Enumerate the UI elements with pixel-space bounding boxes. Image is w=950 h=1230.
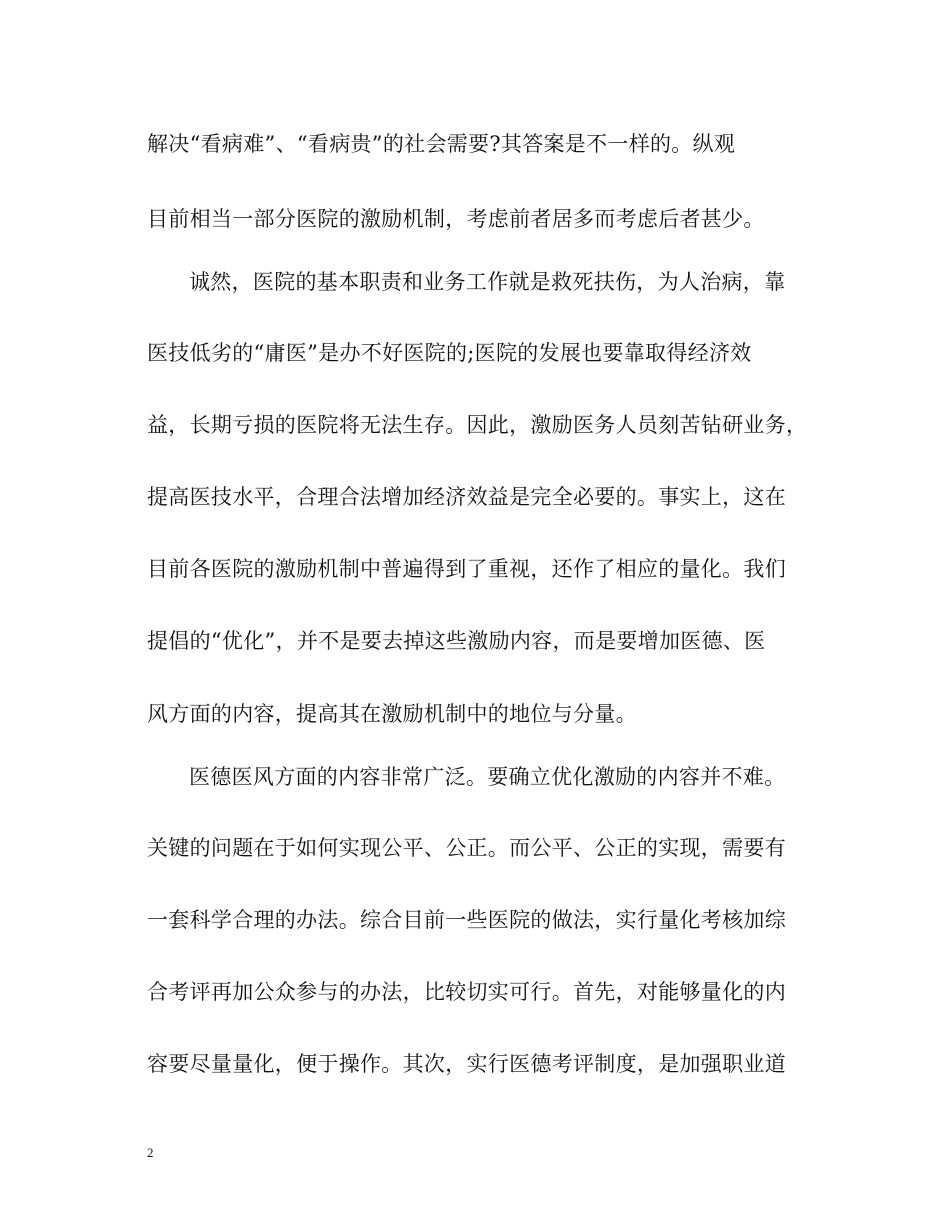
paragraph-line: 诚然，医院的基本职责和业务工作就是救死扶伤，为人治病，靠 — [189, 270, 786, 294]
paragraph-line: 风方面的内容，提高其在激励机制中的地位与分量。 — [147, 702, 637, 726]
paragraph-line: 目前相当一部分医院的激励机制，考虑前者居多而考虑后者甚少。 — [147, 207, 765, 231]
paragraph-line: 关键的问题在于如何实现公平、公正。而公平、公正的实现，需要有 — [147, 836, 786, 860]
paragraph-line: 目前各医院的激励机制中普遍得到了重视，还作了相应的量化。我们 — [147, 557, 786, 581]
paragraph-line: 容要尽量量化，便于操作。其次，实行医德考评制度，是加强职业道 — [147, 1052, 786, 1076]
paragraph-line: 合考评再加公众参与的办法，比较切实可行。首先，对能够量化的内 — [147, 980, 786, 1004]
paragraph-line: 医德医风方面的内容非常广泛。要确立优化激励的内容并不难。 — [189, 765, 786, 789]
paragraph-line: 医技低劣的“庸医”是办不好医院的;医院的发展也要靠取得经济效 — [147, 341, 752, 365]
paragraph-line: 益，长期亏损的医院将无法生存。因此，激励医务人员刻苦钻研业务， — [147, 413, 808, 437]
paragraph-line: 一套科学合理的办法。综合目前一些医院的做法，实行量化考核加综 — [147, 908, 786, 932]
paragraph-line: 提高医技水平，合理合法增加经济效益是完全必要的。事实上，这在 — [147, 485, 786, 509]
page-number: 2 — [147, 1145, 154, 1160]
paragraph-line: 提倡的“优化”，并不是要去掉这些激励内容，而是要增加医德、医 — [147, 629, 766, 653]
paragraph-line: 解决“看病难”、“看病贵”的社会需要?其答案是不一样的。纵观 — [147, 132, 736, 156]
